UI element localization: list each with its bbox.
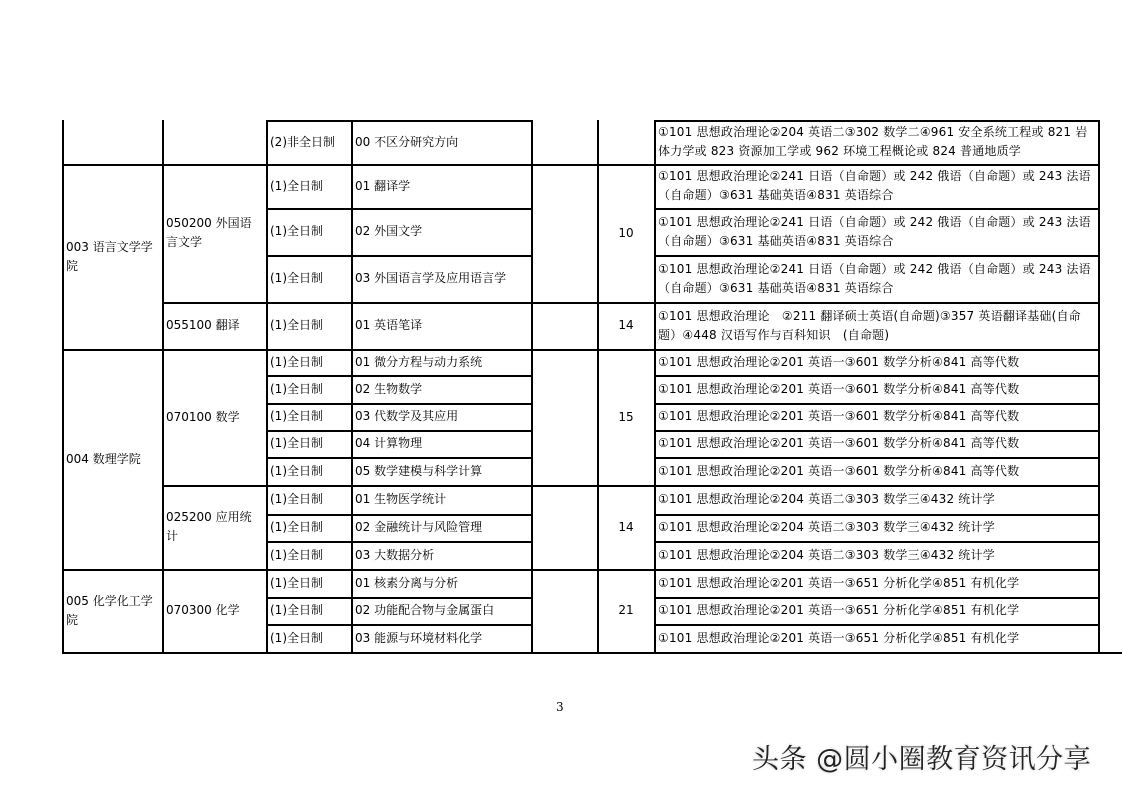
research-direction-cell: 03 能源与环境材料化学: [355, 630, 483, 645]
table-rule: [654, 541, 1100, 543]
table-rule: [531, 349, 656, 351]
table-rule: [266, 120, 268, 654]
table-rule: [531, 302, 656, 304]
table-rule: [654, 514, 1100, 516]
major-cell: [163, 120, 266, 164]
table-rule: [162, 349, 268, 351]
major-cell: 050200 外国语言文学: [166, 216, 252, 249]
quota-cell: 10: [618, 225, 634, 240]
study-mode-cell: (1)全日制: [270, 492, 323, 506]
table-rule: [266, 485, 533, 487]
table-rule: [62, 164, 164, 166]
study-mode-cell: (1)全日制: [270, 603, 323, 617]
quota-cell: 21: [618, 603, 634, 617]
study-mode-cell: (1)全日制: [270, 178, 323, 193]
exam-subjects-cell: ①101 思想政治理论②201 英语一③601 数学分析④841 高等代数: [658, 381, 1020, 396]
major-cell: 055100 翻译: [166, 318, 240, 332]
exam-subjects-cell: ①101 思想政治理论②241 日语（自命题）或 242 俄语（自命题）或 243 法语（自命题）③631 基础英语④831 英语综合: [658, 169, 1091, 202]
table-rule: [266, 514, 533, 516]
major-cell: 070100 数学: [166, 409, 240, 424]
study-mode-cell: (1)全日制: [270, 271, 323, 285]
table-rule: [162, 485, 268, 487]
watermark: 头条 @圆小圈教育资讯分享: [752, 744, 1092, 775]
research-direction-cell: 03 代数学及其应用: [355, 409, 459, 423]
exam-subjects-cell: ①101 思想政治理论②201 英语一③601 数学分析④841 高等代数: [658, 409, 1020, 423]
table-rule: [266, 403, 533, 405]
quota-cell: 14: [618, 318, 634, 332]
study-mode-cell: (1)全日制: [270, 436, 323, 450]
table-rule: [162, 164, 268, 166]
table-rule: [654, 302, 1100, 304]
table-rule: [266, 164, 533, 166]
table-rule: [62, 349, 164, 351]
table-rule: [266, 255, 533, 257]
table-rule: [654, 208, 1100, 210]
table-rule: [62, 569, 164, 571]
table-rule: [654, 403, 1100, 405]
table-rule: [654, 349, 1100, 351]
table-rule: [266, 375, 533, 377]
table-rule: [266, 302, 533, 304]
study-mode-cell: (1)全日制: [270, 354, 323, 369]
college-cell: 005 化学化工学院: [66, 593, 153, 627]
table-rule: [654, 255, 1100, 257]
exam-subjects-cell: ①101 思想政治理论②201 英语一③651 分析化学④851 有机化学: [658, 603, 1020, 617]
study-mode-cell: (2)非全日制: [270, 134, 335, 149]
exam-subjects-cell: ①101 思想政治理论②204 英语二③302 数学二④961 安全系统工程或 821 岩体力学或 823 资源加工学或 962 环境工程概论或 824 普通地质学: [658, 125, 1088, 158]
research-direction-cell: 04 计算物理: [355, 436, 423, 450]
table-rule: [351, 120, 353, 654]
quota-cell: 14: [618, 519, 634, 534]
research-direction-cell: 01 翻译学: [355, 178, 411, 193]
table-rule: [654, 457, 1100, 459]
college-cell: 003 语言文学学院: [66, 239, 153, 273]
study-mode-cell: (1)全日制: [270, 409, 323, 423]
table-rule: [266, 349, 533, 351]
table-rule: [654, 485, 1100, 487]
table-rule: [62, 120, 64, 654]
table-rule: [654, 375, 1100, 377]
college-cell: 004 数理学院: [66, 451, 141, 466]
study-mode-cell: (1)全日制: [270, 630, 323, 645]
exam-subjects-cell: ①101 思想政治理论 ②211 翻译硕士英语(自命题)③357 英语翻译基础(自命题）④448 汉语写作与百科知识 (自命题): [658, 308, 1081, 342]
exam-subjects-cell: ①101 思想政治理论②204 英语二③303 数学三④432 统计学: [658, 547, 995, 562]
table-rule: [266, 569, 533, 571]
research-direction-cell: 01 核素分离与分析: [355, 575, 459, 590]
study-mode-cell: (1)全日制: [270, 575, 323, 590]
major-cell: 025200 应用统计: [166, 510, 252, 543]
research-direction-cell: 01 微分方程与动力系统: [355, 354, 483, 369]
research-direction-cell: 00 不区分研究方向: [355, 134, 459, 149]
table-rule: [162, 569, 268, 571]
table-rule: [597, 120, 599, 654]
research-direction-cell: 02 金融统计与风险管理: [355, 520, 483, 534]
research-direction-cell: 01 英语笔译: [355, 318, 423, 332]
exam-subjects-cell: ①101 思想政治理论②201 英语一③601 数学分析④841 高等代数: [658, 354, 1020, 369]
page-number: 3: [556, 700, 564, 714]
exam-subjects-cell: ①101 思想政治理论②241 日语（自命题）或 242 俄语（自命题）或 243 法语（自命题）③631 基础英语④831 英语综合: [658, 261, 1091, 295]
table-rule: [531, 569, 656, 571]
table-rule: [531, 164, 656, 166]
exam-subjects-cell: ①101 思想政治理论②204 英语二③303 数学三④432 统计学: [658, 520, 995, 534]
exam-subjects-cell: ①101 思想政治理论②201 英语一③651 分析化学④851 有机化学: [658, 630, 1020, 645]
table-rule: [654, 120, 1100, 122]
table-rule: [654, 624, 1100, 626]
study-mode-cell: (1)全日制: [270, 381, 323, 396]
study-mode-cell: (1)全日制: [270, 224, 323, 238]
table-rule: [266, 597, 533, 599]
table-rule: [266, 541, 533, 543]
table-rule: [654, 597, 1100, 599]
quota-cell: 15: [618, 409, 634, 424]
research-direction-cell: 01 生物医学统计: [355, 492, 447, 506]
table-rule: [654, 430, 1100, 432]
table-rule: [266, 120, 533, 122]
research-direction-cell: 05 数学建模与科学计算: [355, 463, 483, 478]
table-rule: [1098, 120, 1100, 654]
table-rule: [162, 302, 268, 304]
table-rule: [266, 624, 533, 626]
exam-subjects-cell: ①101 思想政治理论②201 英语一③601 数学分析④841 高等代数: [658, 463, 1020, 478]
college-cell: [63, 120, 162, 164]
research-direction-cell: 03 外国语言学及应用语言学: [355, 271, 507, 285]
research-direction-cell: 03 大数据分析: [355, 547, 435, 562]
table-bottom-rule: [62, 652, 1122, 654]
table-rule: [531, 485, 656, 487]
research-direction-cell: 02 生物数学: [355, 381, 423, 396]
table-rule: [266, 457, 533, 459]
table-rule: [654, 164, 1100, 166]
study-mode-cell: (1)全日制: [270, 318, 323, 332]
exam-subjects-cell: ①101 思想政治理论②204 英语二③303 数学三④432 统计学: [658, 492, 995, 506]
exam-subjects-cell: ①101 思想政治理论②241 日语（自命题）或 242 俄语（自命题）或 243 法语（自命题）③631 基础英语④831 英语综合: [658, 214, 1091, 248]
table-rule: [531, 120, 533, 654]
study-mode-cell: (1)全日制: [270, 547, 323, 562]
major-cell: 070300 化学: [166, 603, 240, 617]
study-mode-cell: (1)全日制: [270, 520, 323, 534]
research-direction-cell: 02 外国文学: [355, 224, 423, 238]
table-rule: [654, 120, 656, 654]
table-rule: [266, 208, 533, 210]
exam-subjects-cell: ①101 思想政治理论②201 英语一③651 分析化学④851 有机化学: [658, 575, 1020, 590]
exam-subjects-cell: ①101 思想政治理论②201 英语一③601 数学分析④841 高等代数: [658, 436, 1020, 450]
study-mode-cell: (1)全日制: [270, 463, 323, 478]
research-direction-cell: 02 功能配合物与金属蛋白: [355, 603, 495, 617]
quota-cell: [598, 120, 654, 164]
table-rule: [654, 569, 1100, 571]
table-rule: [162, 120, 164, 654]
table-rule: [266, 430, 533, 432]
